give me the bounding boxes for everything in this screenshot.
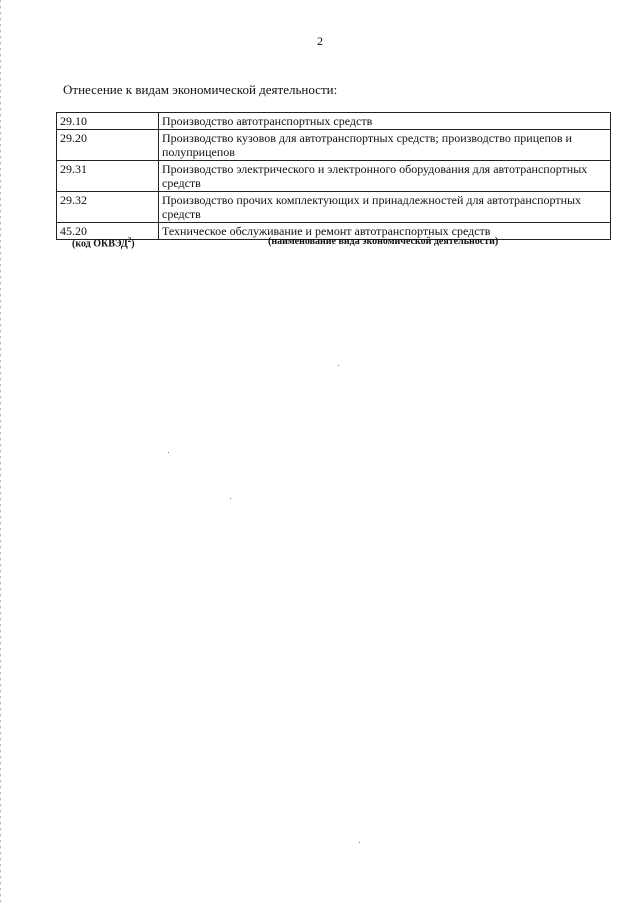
scan-speck: [338, 365, 339, 366]
okved-table: [56, 112, 611, 240]
scan-speck: [230, 498, 231, 499]
code-caption: (код ОКВЭД$^2$): [72, 236, 135, 250]
footnote-mark: 2: [127, 236, 132, 244]
okved-code: 29.20: [57, 130, 159, 161]
scan-margin-line: [0, 0, 1, 905]
table-row: [57, 113, 611, 130]
activity-name: Производство прочих комплектующих и принадлежностей для автотранспортных средств: [159, 192, 611, 223]
okved-code: 45.20: [57, 223, 159, 240]
activity-name: Производство автотранспортных средств: [159, 113, 611, 130]
okved-code: 29.32: [57, 192, 159, 223]
table-row: [57, 130, 611, 161]
activity-name: Техническое обслуживание и ремонт автотранспортных средств: [159, 223, 611, 240]
okved-code: 29.10: [57, 113, 159, 130]
name-caption: (наименование вида экономической деятельности): [268, 236, 499, 247]
activity-name: Производство кузовов для автотранспортных средств; производство прицепов и полуприцепов: [159, 130, 611, 161]
section-heading: Отнесение к видам экономической деятельности:: [63, 82, 338, 97]
page-number: 2: [317, 34, 323, 48]
activity-name: Производство электрического и электронного оборудования для автотранспортных средств: [159, 161, 611, 192]
scan-speck: [359, 842, 360, 843]
table-row: [57, 161, 611, 192]
table-row: [57, 192, 611, 223]
scan-speck: [168, 452, 169, 453]
okved-code: 29.31: [57, 161, 159, 192]
